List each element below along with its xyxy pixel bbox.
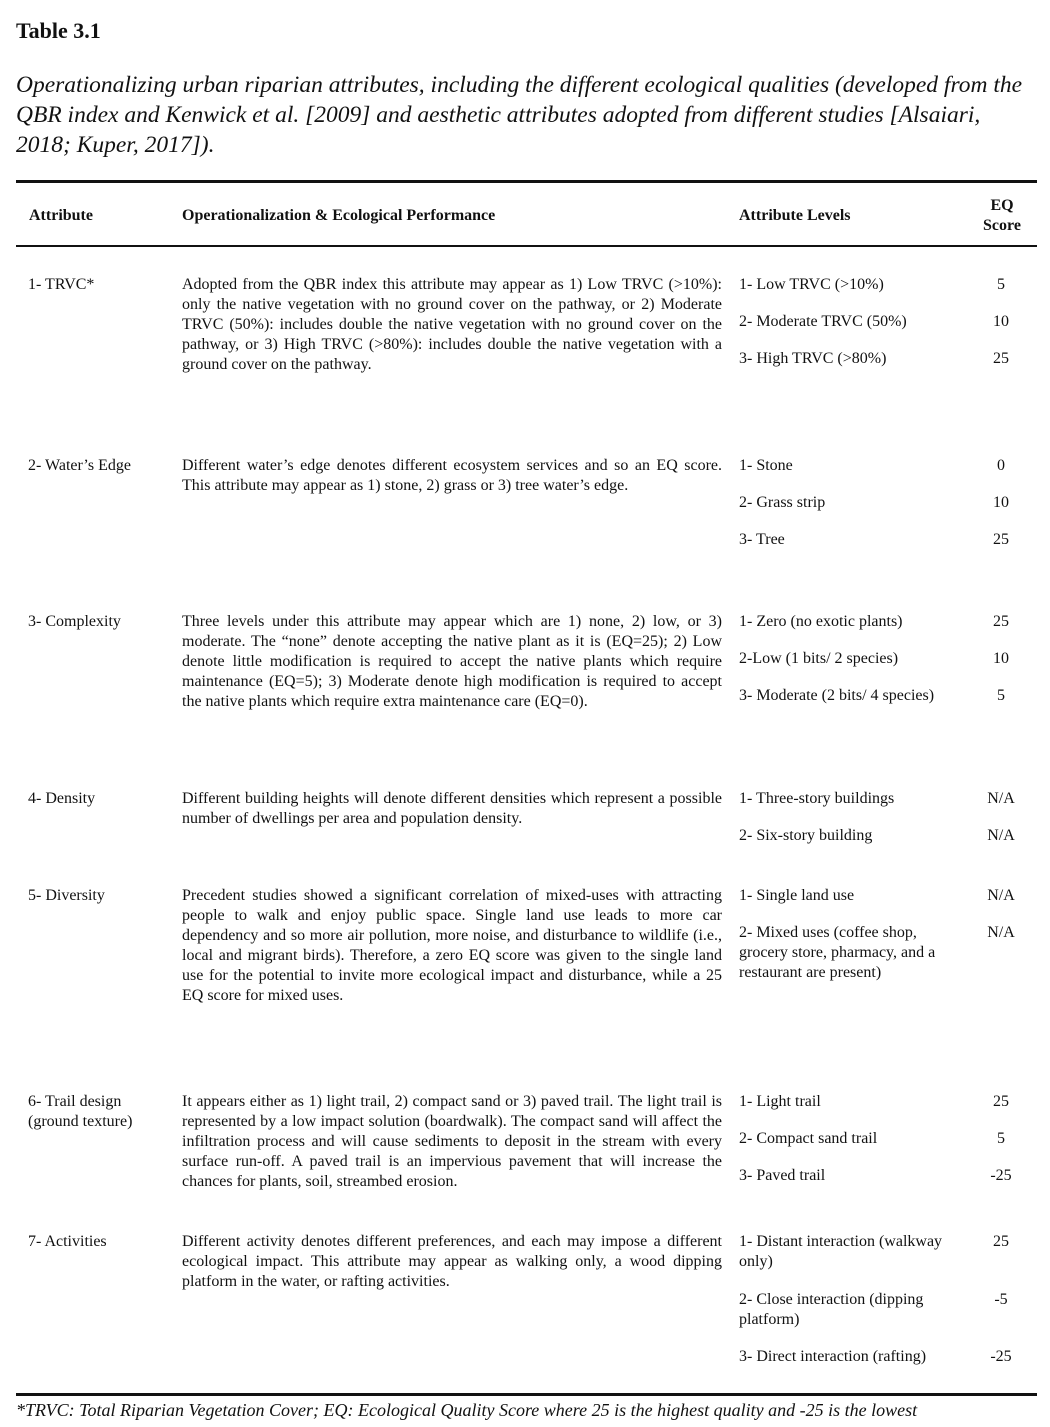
level-label: 1- Single land use [739,887,855,904]
level-item [739,612,1039,632]
header-attribute: Attribute [29,207,93,224]
level-item [739,1347,1039,1367]
eq-score: N/A [987,827,1015,844]
level-item [739,530,1039,550]
attribute-levels [739,1232,1039,1367]
eq-score: 5 [997,276,1005,293]
attribute-description: Three levels under this attribute may appear which are 1) none, 2) low, or 3) moderate. The “none” denote accepting the native plant as it is (EQ=25); 2) Low denote little modification is required to accept the native plants which require maintenance (EQ=5); 3) Moderate denote high modification is required to accept the native plants which require extra maintenance care (EQ=0). [182,613,722,710]
level-item [739,1129,1039,1149]
eq-score: 25 [993,531,1009,548]
level-item [739,826,1039,846]
attribute-name: 6- Trail design (ground texture) [28,1093,133,1130]
level-item [739,456,1039,476]
top-rule [16,180,1037,183]
eq-score: 10 [993,650,1009,667]
level-item [739,1092,1039,1112]
level-label: 1- Distant interaction (walkway only) [739,1233,943,1270]
table-footnote: *TRVC: Total Riparian Vegetation Cover; EQ: Ecological Quality Score where 25 is the highest quality and -25 is the lowest [16,1400,918,1420]
eq-score: 25 [993,1093,1009,1110]
eq-score: 25 [993,1233,1009,1250]
eq-score: N/A [987,887,1015,904]
level-label: 3- Tree [739,531,785,548]
header-eq-line1: EQ [990,197,1014,214]
attribute-name: 7- Activities [28,1233,107,1250]
attribute-name: 2- Water’s Edge [28,457,131,474]
level-item [739,686,1039,706]
level-label: 2- Mixed uses (coffee shop, grocery store, pharmacy, and a restaurant are present) [739,924,936,981]
eq-score: 10 [993,313,1009,330]
level-label: 1- Stone [739,457,793,474]
header-rule [16,245,1037,247]
eq-score: 0 [997,457,1005,474]
table-label: Table 3.1 [16,18,101,43]
level-label: 2- Compact sand trail [739,1130,878,1147]
level-item [739,1166,1039,1186]
level-item [739,275,1039,295]
level-label: 3- Moderate (2 bits/ 4 species) [739,687,935,704]
attribute-description: Precedent studies showed a significant correlation of mixed-uses with attracting people to walk and enjoy public space. Single land use leads to more car dependency and so more air pollution, more noise, and disturbance to wildlife (i.e., local and migrant birds). Therefore, a zero EQ score was given to the single land use for the potential to invite more ecological impact and disturbance, while a 25 EQ score for mixed uses. [182,887,722,1004]
level-label: 2- Six-story building [739,827,873,844]
level-label: 3- High TRVC (>80%) [739,350,887,367]
attribute-description: Different activity denotes different preferences, and each may impose a different ecological impact. This attribute may appear as walking only, a wood dipping platform in the water, or rafting activities. [182,1233,722,1290]
level-label: 3- Direct interaction (rafting) [739,1348,927,1365]
bottom-rule [16,1393,1037,1396]
level-label: 2-Low (1 bits/ 2 species) [739,650,899,667]
attribute-description: Adopted from the QBR index this attribute may appear as 1) Low TRVC (>10%): only the native vegetation with no ground cover on the pathway, or 2) Moderate TRVC (50%): includes double the native vegetation with no ground cover on the pathway, or 3) High TRVC (>80%): includes double the native vegetation with a ground cover on the pathway. [182,276,722,373]
level-label: 3- Paved trail [739,1167,826,1184]
eq-score: 5 [997,1130,1005,1147]
attribute-description: Different water’s edge denotes different ecosystem services and so an EQ score. This attribute may appear as 1) stone, 2) grass or 3) tree water’s edge. [182,457,722,494]
header-eq-line2: Score [983,217,1021,234]
header-eq-score [962,196,1042,236]
eq-score: 25 [993,350,1009,367]
attribute-description: It appears either as 1) light trail, 2) compact sand or 3) paved trail. The light trail is represented by a low impact solution (boardwalk). The compact sand will affect the infiltration process and will cause sediments to deposit in the stream with every surface run-off. A paved trail is an impervious pavement that will increase the chances for plants, soil, streambed erosion. [182,1093,722,1190]
eq-score: 10 [993,494,1009,511]
level-item [739,1290,1039,1330]
level-item [739,886,1039,906]
attribute-name: 1- TRVC* [28,276,95,293]
eq-score: 5 [997,687,1005,704]
level-item [739,349,1039,369]
attribute-levels [739,275,1039,369]
eq-score: N/A [987,924,1015,941]
level-item [739,1232,1039,1272]
header-attribute-levels: Attribute Levels [739,207,851,224]
attribute-name: 4- Density [28,790,96,807]
attribute-levels [739,1092,1039,1186]
level-item [739,312,1039,332]
attribute-levels [739,789,1039,846]
eq-score: 25 [993,613,1009,630]
eq-score: -25 [990,1167,1012,1184]
level-label: 1- Three-story buildings [739,790,895,807]
level-item [739,789,1039,809]
attribute-description: Different building heights will denote different densities which represent a possible number of dwellings per area and population density. [182,790,722,827]
eq-score: -5 [994,1291,1008,1308]
level-item [739,923,1039,983]
eq-score: N/A [987,790,1015,807]
level-item [739,649,1039,669]
level-label: 2- Close interaction (dipping platform) [739,1291,924,1328]
attribute-levels [739,886,1039,983]
eq-score: -25 [990,1348,1012,1365]
attribute-name: 3- Complexity [28,613,121,630]
header-operationalization: Operationalization & Ecological Performance [182,207,496,224]
level-label: 1- Light trail [739,1093,821,1110]
level-item [739,493,1039,513]
table-caption: Operationalizing urban riparian attributes, including the different ecological qualities (developed from the QBR index and Kenwick et al. [2009] and aesthetic attributes adopted from different studies [Alsaiari, 2018; Kuper, 2017]). [16,72,1023,158]
attribute-levels [739,612,1039,706]
attribute-levels [739,456,1039,550]
level-label: 1- Low TRVC (>10%) [739,276,884,293]
level-label: 2- Grass strip [739,494,826,511]
level-label: 2- Moderate TRVC (50%) [739,313,907,330]
attribute-name: 5- Diversity [28,887,105,904]
level-label: 1- Zero (no exotic plants) [739,613,903,630]
